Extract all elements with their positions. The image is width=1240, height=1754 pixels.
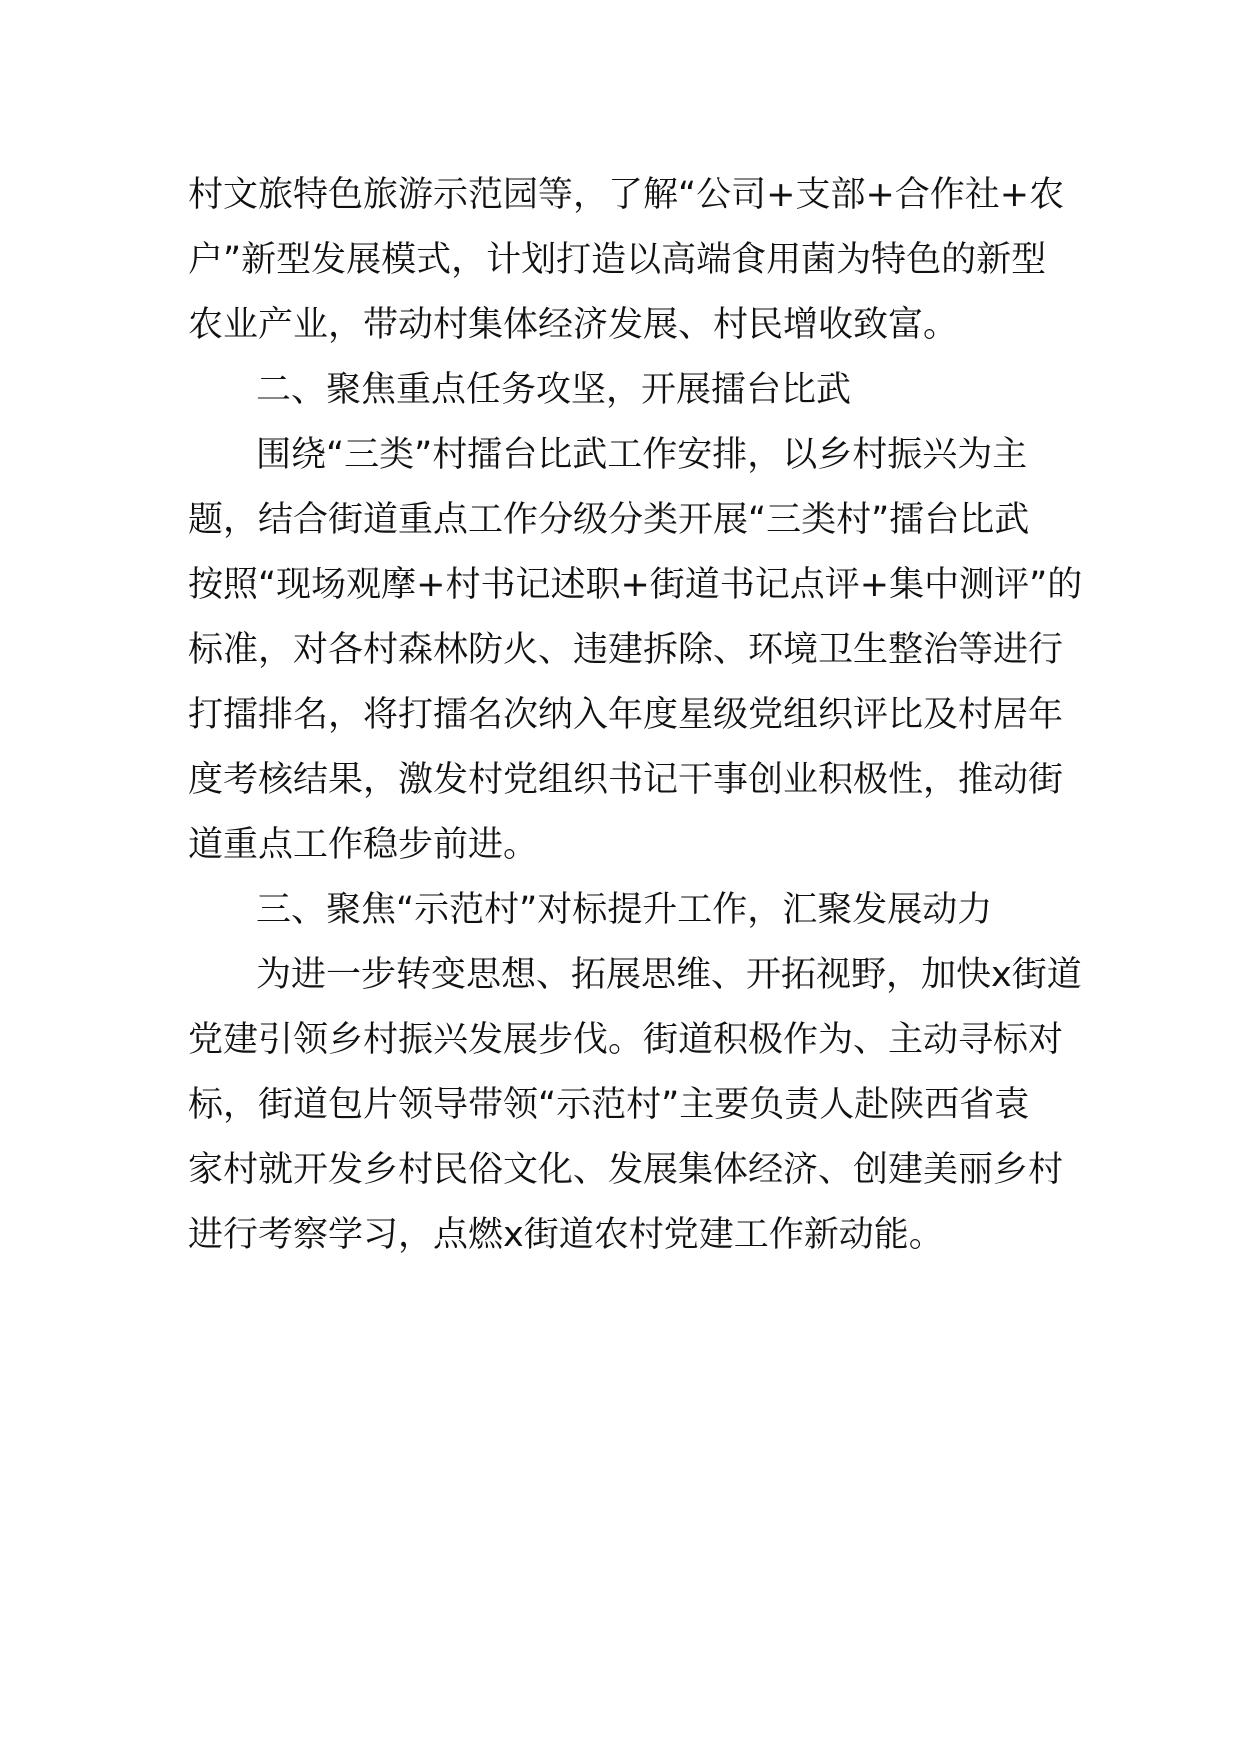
heading-line: 三、聚焦“示范村”对标提升工作，汇聚发展动力 [256,890,993,930]
text-line: 农业产业，带动村集体经济发展、村民增收致富。 [188,305,959,345]
document-body [188,163,1083,1268]
heading-line: 二、聚焦重点任务攻坚，开展擂台比武 [256,370,852,410]
text-line: 围绕“三类”村擂台比武工作安排，以乡村振兴为主 [256,435,1028,475]
text-line: 进行考察学习，点燃x街道农村党建工作新动能。 [188,1215,944,1255]
text-line: 标，街道包片领导带领“示范村”主要负责人赴陕西省袁 [188,1085,1030,1125]
text-line: 标准，对各村森林防火、违建拆除、环境卫生整治等进行 [188,630,1064,670]
text-line: 家村就开发乡村民俗文化、发展集体经济、创建美丽乡村 [188,1150,1064,1190]
text-line: 按照“现场观摩+村书记述职+街道书记点评+集中测评”的 [188,565,1083,605]
text-line: 党建引领乡村振兴发展步伐。街道积极作为、主动寻标对 [188,1020,1064,1060]
paragraph-section-2 [188,423,1083,878]
text-line: 道重点工作稳步前进。 [188,825,539,865]
text-line: 打擂排名，将打擂名次纳入年度星级党组织评比及村居年 [188,695,1064,735]
section-heading-2 [188,358,1054,423]
text-line: 户”新型发展模式，计划打造以高端食用菌为特色的新型 [188,240,1047,280]
text-line: 题，结合街道重点工作分级分类开展“三类村”擂台比武 [188,500,1030,540]
paragraph-continuation [188,163,1065,358]
section-heading-3 [188,878,1054,943]
text-line: 村文旅特色旅游示范园等，了解“公司+支部+合作社+农 [188,175,1065,215]
text-line: 度考核结果，激发村党组织书记干事创业积极性，推动街 [188,760,1064,800]
text-line: 为进一步转变思想、拓展思维、开拓视野，加快x街道 [256,955,1082,995]
paragraph-section-3 [188,943,1082,1268]
